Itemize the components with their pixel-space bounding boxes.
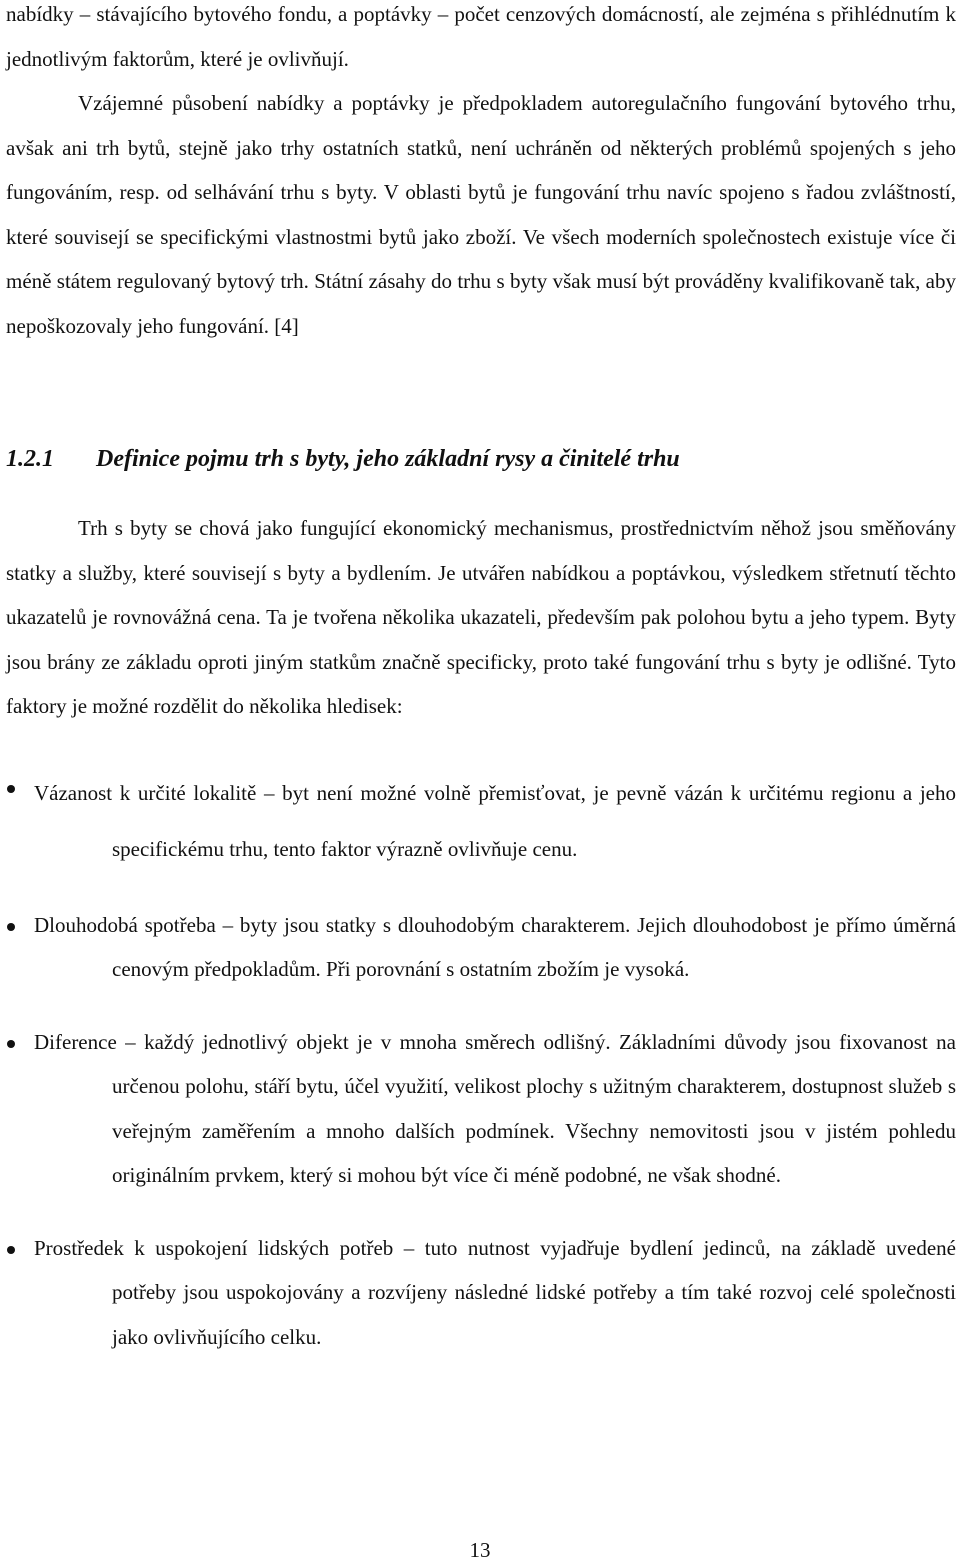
- section-heading: [6, 444, 956, 474]
- bullet-icon: [6, 903, 34, 948]
- bullet-icon: [6, 765, 34, 810]
- list-item: [6, 765, 956, 877]
- section-number: 1.2.1: [6, 446, 54, 472]
- factor-list: [6, 765, 956, 1360]
- section-title: Definice pojmu trh s byty, jeho základní rysy a činitelé trhu: [96, 446, 680, 472]
- bullet-icon: [6, 1226, 34, 1271]
- list-item-text: Dlouhodobá spotřeba – byty jsou statky s dlouhodobým charakterem. Jejich dlouhodobost je přímo úměrná cenovým předpokladům. Při porovnání s ostatním zbožím je vysoká.: [34, 912, 956, 981]
- bullet-icon: [6, 1020, 34, 1065]
- list-item: [6, 1020, 956, 1198]
- list-item: [6, 1226, 956, 1360]
- document-page: [6, 0, 956, 1359]
- paragraph-market-interaction: Vzájemné působení nabídky a poptávky je předpokladem autoregulačního fungování bytového trhu, avšak ani trh bytů, stejně jako trhy ostatních statků, není uchráněn od některých problémů spojených s jeho fungováním, resp. od selhávání trhu s byty. V oblasti bytů je fungování trhu navíc spojeno s řadou zvláštností, které souvisejí se specifickými vlastnostmi bytů jako zboží. Ve všech moderních společnostech existuje více či méně státem regulovaný bytový trh. Státní zásahy do trhu s byty však musí být prováděny kvalifikovaně tak, aby nepoškozovaly jeho fungování. [4]: [6, 91, 956, 338]
- paragraph-intro-continuation: nabídky – stávajícího bytového fondu, a poptávky – počet cenzových domácností, ale zejména s přihlédnutím k jednotlivým faktorům, které je ovlivňují.: [6, 2, 956, 71]
- list-item-text: Prostředek k uspokojení lidských potřeb – tuto nutnost vyjadřuje bydlení jedinců, na základě uvedené potřeby jsou uspokojovány a rozvíjeny následné lidské potřeby a tím také rozvoj celé společnosti jako ovlivňujícího celku.: [34, 1235, 956, 1349]
- list-item-text: Diference – každý jednotlivý objekt je v mnoha směrech odlišný. Základními důvody jsou fixovanost na určenou polohu, stáří bytu, účel využití, velikost plochy s užitným charakterem, dostupnost služeb s veřejným zaměřením a mnoho dalších podmínek. Všechny nemovitosti jsou v jistém pohledu originálním prvkem, který si mohou být více či méně podobné, ne však shodné.: [34, 1029, 956, 1187]
- page-number: 13: [469, 1538, 491, 1562]
- list-item: [6, 903, 956, 992]
- list-item-text: Vázanost k určité lokalitě – byt není možné volně přemisťovat, je pevně vázán k určitému regionu a jeho specifickému trhu, tento faktor výrazně ovlivňuje cenu.: [34, 780, 956, 861]
- paragraph-market-definition: Trh s byty se chová jako fungující ekonomický mechanismus, prostřednictvím něhož jsou směňovány statky a služby, které souvisejí s byty a bydlením. Je utvářen nabídkou a poptávkou, výsledkem střetnutí těchto ukazatelů je rovnovážná cena. Ta je tvořena několika ukazateli, především pak polohou bytu a jeho typem. Byty jsou brány ze základu oproti jiným statkům značně specificky, proto také fungování trhu s byty je odlišné. Tyto faktory je možné rozdělit do několika hledisek:: [6, 516, 956, 718]
